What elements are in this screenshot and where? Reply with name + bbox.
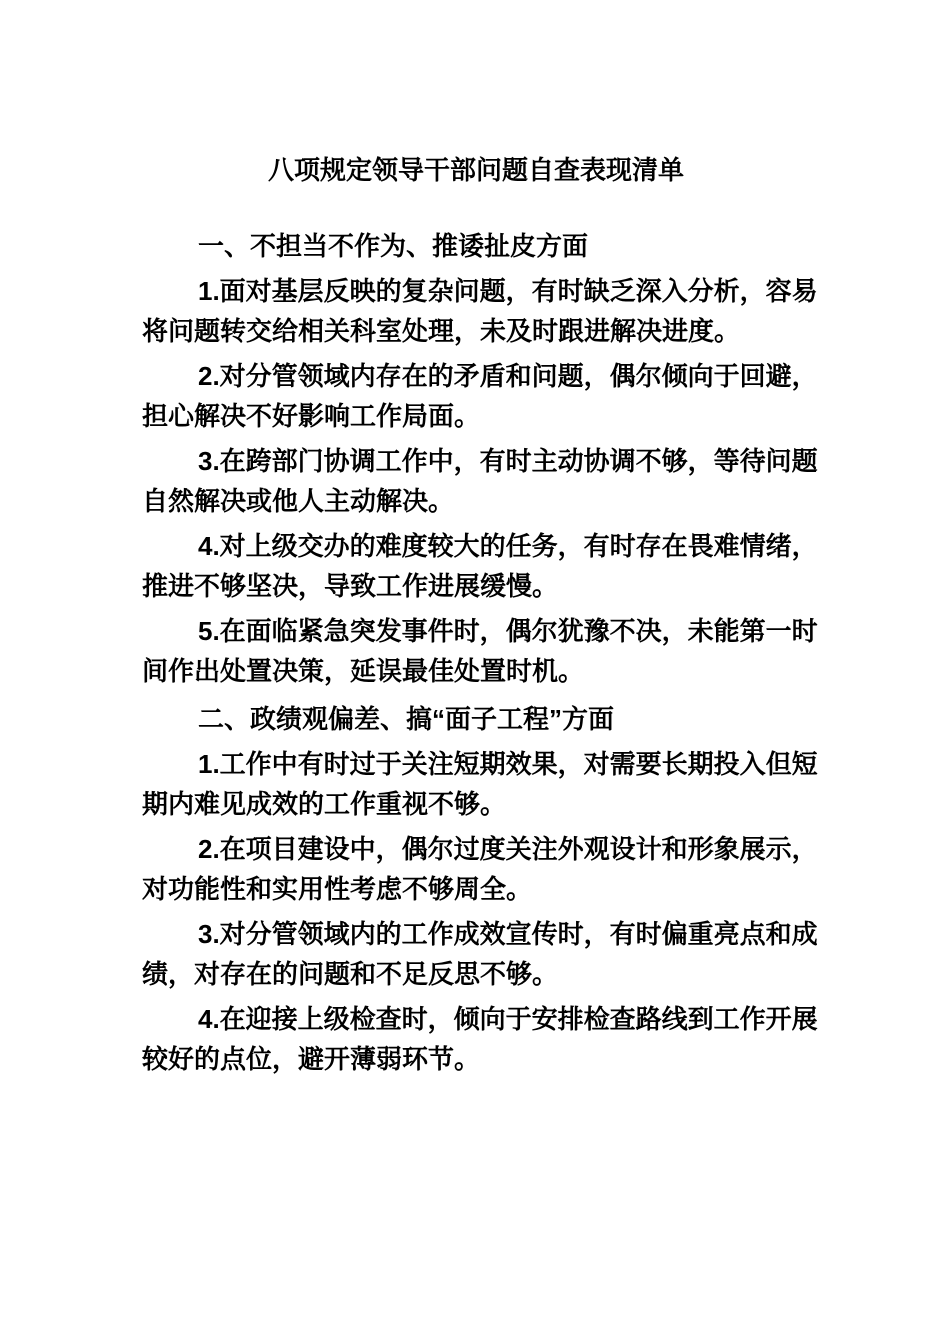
section-2-item-1-line-1: 1.工作中有时过于关注短期效果，对需要长期投入但短 bbox=[198, 749, 818, 779]
section-2-heading: 二、政绩观偏差、搞“面子工程”方面 bbox=[198, 704, 615, 734]
section-1-item-2-line-1: 2.对分管领域内存在的矛盾和问题，偶尔倾向于回避， bbox=[198, 361, 818, 391]
section-1-heading: 一、不担当不作为、推诿扯皮方面 bbox=[198, 231, 589, 261]
section-2-item-1-line-2: 期内难见成效的工作重视不够。 bbox=[142, 789, 507, 819]
section-1-item-5-line-1: 5.在面临紧急突发事件时，偶尔犹豫不决，未能第一时 bbox=[198, 616, 818, 646]
section-1-item-3-line-2: 自然解决或他人主动解决。 bbox=[142, 486, 455, 516]
section-2-item-3-line-1: 3.对分管领域内的工作成效宣传时，有时偏重亮点和成 bbox=[198, 919, 818, 949]
document-body bbox=[142, 226, 818, 1079]
section-1-item-4-line-2: 推进不够坚决，导致工作进展缓慢。 bbox=[142, 571, 559, 601]
document-title: 八项规定领导干部问题自查表现清单 bbox=[267, 155, 684, 185]
section-2-item-3-line-2: 绩，对存在的问题和不足反思不够。 bbox=[142, 959, 559, 989]
section-1-item-5-line-2: 间作出处置决策，延误最佳处置时机。 bbox=[142, 656, 585, 686]
section-2-item-4-line-2: 较好的点位，避开薄弱环节。 bbox=[142, 1044, 481, 1074]
section-2-item-2-line-1: 2.在项目建设中，偶尔过度关注外观设计和形象展示， bbox=[198, 834, 818, 864]
section-1-item-2-line-2: 担心解决不好影响工作局面。 bbox=[142, 401, 481, 431]
section-1-item-1-line-2: 将问题转交给相关科室处理，未及时跟进解决进度。 bbox=[142, 316, 741, 346]
section-1-item-1-line-1: 1.面对基层反映的复杂问题，有时缺乏深入分析，容易 bbox=[198, 276, 818, 306]
section-1-item-4-line-1: 4.对上级交办的难度较大的任务，有时存在畏难情绪， bbox=[198, 531, 818, 561]
section-2-item-2-line-2: 对功能性和实用性考虑不够周全。 bbox=[142, 874, 533, 904]
section-2-item-4-line-1: 4.在迎接上级检查时，倾向于安排检查路线到工作开展 bbox=[198, 1004, 818, 1034]
section-1-item-3-line-1: 3.在跨部门协调工作中，有时主动协调不够，等待问题 bbox=[198, 446, 818, 476]
